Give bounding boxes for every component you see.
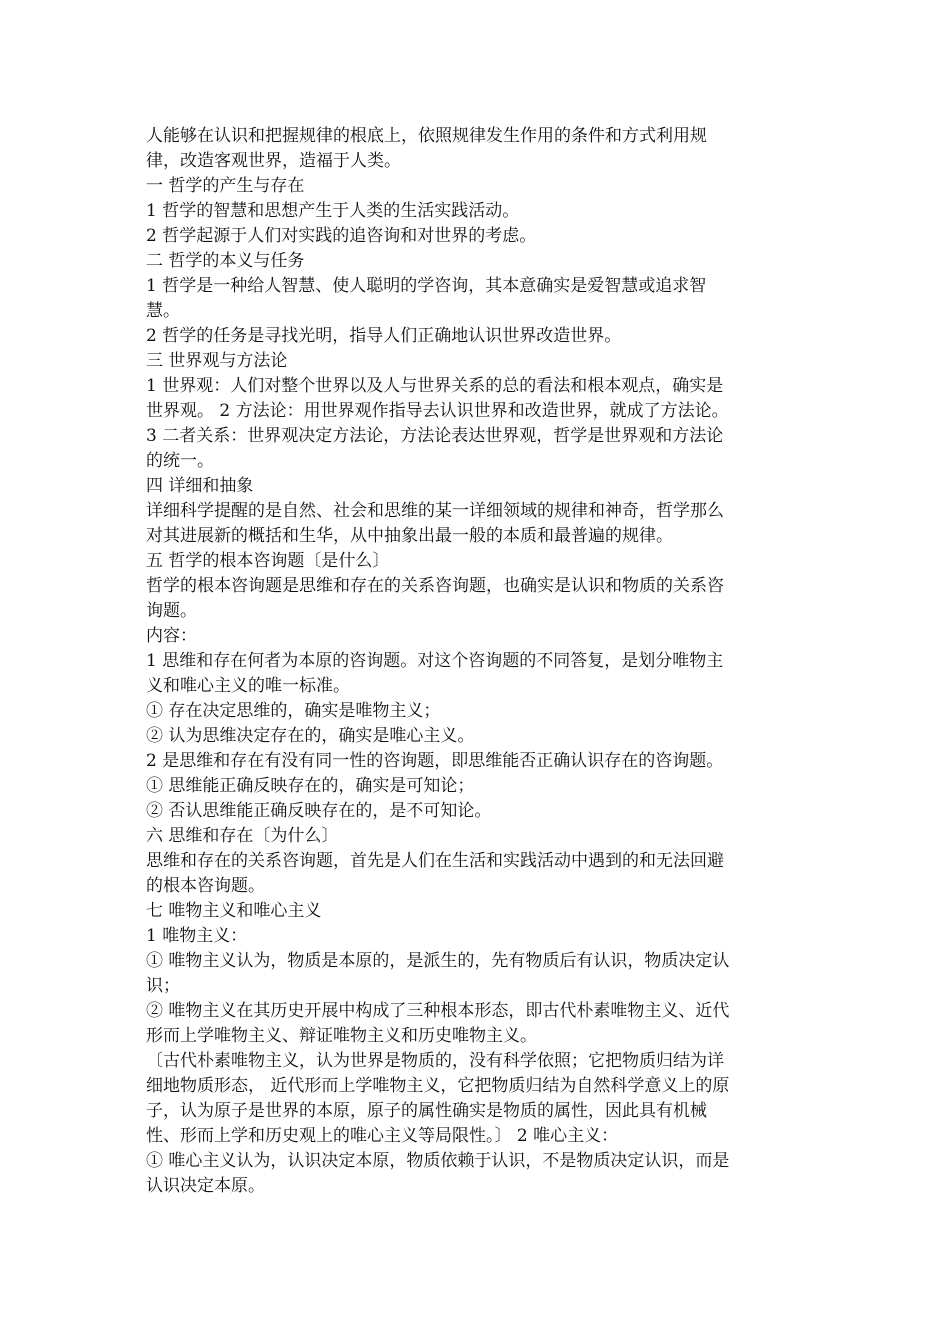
section-heading: 六 思维和存在〔为什么〕	[146, 826, 339, 846]
text-line: 哲学的根本咨询题是思维和存在的关系咨询题，也确实是认识和物质的关系咨	[146, 576, 724, 596]
text-line: 详细科学提醒的是自然、社会和思维的某一详细领域的规律和神奇，哲学那么	[146, 501, 724, 521]
text-line: 3 二者关系：世界观决定方法论，方法论表达世界观，哲学是世界观和方法论	[146, 426, 724, 446]
text-line: 1 哲学的智慧和思想产生于人类的生活实践活动。	[146, 201, 520, 221]
text-line: 的根本咨询题。	[146, 876, 265, 896]
list-item: ① 唯心主义认为，认识决定本原，物质依赖于认识，不是物质决定认识，而是	[146, 1151, 730, 1171]
section-heading: 三 世界观与方法论	[146, 351, 288, 371]
section-heading: 四 详细和抽象	[146, 476, 254, 496]
text-line: 1 世界观：人们对整个世界以及人与世界关系的总的看法和根本观点，确实是	[146, 376, 724, 396]
text-line: 性、形而上学和历史观上的唯心主义等局限性。〕 2 唯心主义：	[146, 1126, 619, 1146]
list-item: ② 否认思维能正确反映存在的，是不可知论。	[146, 801, 492, 821]
list-item: 认识决定本原。	[146, 1176, 265, 1196]
text-line: 〔古代朴素唯物主义，认为世界是物质的，没有科学依照；它把物质归结为详	[146, 1051, 724, 1071]
list-item: ① 存在决定思维的，确实是唯物主义；	[146, 701, 441, 721]
text-line: 思维和存在的关系咨询题，首先是人们在生活和实践活动中遇到的和无法回避	[146, 851, 724, 871]
text-line: 1 唯物主义：	[146, 926, 248, 946]
text-line: 2 是思维和存在有没有同一性的咨询题，即思维能否正确认识存在的咨询题。	[146, 751, 724, 771]
text-line: 世界观。 2 方法论：用世界观作指导去认识世界和改造世界，就成了方法论。	[146, 401, 729, 421]
section-heading: 一 哲学的产生与存在	[146, 176, 305, 196]
text-line: 人能够在认识和把握规律的根底上，依照规律发生作用的条件和方式利用规	[146, 126, 707, 146]
text-line: 2 哲学起源于人们对实践的追咨询和对世界的考虑。	[146, 226, 537, 246]
text-line: 1 哲学是一种给人智慧、使人聪明的学咨询，其本意确实是爱智慧或追求智	[146, 276, 707, 296]
list-item: ② 唯物主义在其历史开展中构成了三种根本形态，即古代朴素唯物主义、近代	[146, 1001, 730, 1021]
section-heading: 七 唯物主义和唯心主义	[146, 901, 322, 921]
section-heading: 五 哲学的根本咨询题〔是什么〕	[146, 551, 390, 571]
list-item: ② 认为思维决定存在的，确实是唯心主义。	[146, 726, 475, 746]
text-line: 细地物质形态， 近代形而上学唯物主义，它把物质归结为自然科学意义上的原	[146, 1076, 730, 1096]
text-line: 律，改造客观世界，造福于人类。	[146, 151, 401, 171]
text-line: 2 哲学的任务是寻找光明，指导人们正确地认识世界改造世界。	[146, 326, 622, 346]
list-item: ① 思维能正确反映存在的，确实是可知论；	[146, 776, 475, 796]
text-line: 义和唯心主义的唯一标准。	[146, 676, 350, 696]
section-heading: 二 哲学的本义与任务	[146, 251, 305, 271]
text-line: 对其进展新的概括和生华，从中抽象出最一般的本质和最普遍的规律。	[146, 526, 673, 546]
text-line: 慧。	[146, 301, 180, 321]
text-line: 的统一。	[146, 451, 214, 471]
text-line: 内容：	[146, 626, 197, 646]
text-line: 子，认为原子是世界的本原，原子的属性确实是物质的属性，因此具有机械	[146, 1101, 707, 1121]
list-item: ① 唯物主义认为，物质是本原的，是派生的，先有物质后有认识，物质决定认	[146, 951, 730, 971]
text-line: 1 思维和存在何者为本原的咨询题。对这个咨询题的不同答复，是划分唯物主	[146, 651, 724, 671]
list-item: 形而上学唯物主义、辩证唯物主义和历史唯物主义。	[146, 1026, 537, 1046]
text-line: 询题。	[146, 601, 197, 621]
document-body	[146, 124, 812, 1199]
list-item: 识；	[146, 976, 180, 996]
